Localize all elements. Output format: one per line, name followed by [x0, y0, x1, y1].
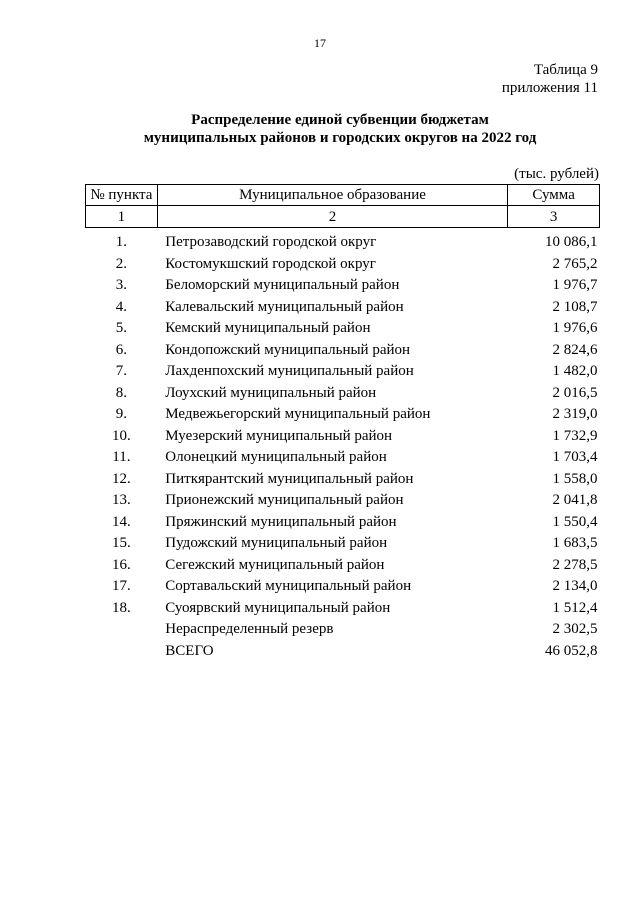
municipality-name: ВСЕГО: [165, 642, 214, 659]
row-number: [86, 619, 158, 641]
table-row: [86, 576, 600, 598]
table-row: [86, 275, 600, 297]
table-row: [86, 297, 600, 319]
amount-value: 1 683,5: [552, 535, 598, 551]
table-row: [86, 619, 600, 641]
table-header: [86, 185, 600, 228]
amount-value: 1 976,6: [552, 320, 598, 336]
table-row: [86, 404, 600, 426]
municipality-name: Суоярвский муниципальный район: [165, 599, 391, 616]
table-row: [86, 318, 600, 340]
table-reference: [502, 61, 598, 97]
row-number: 18.: [112, 599, 131, 616]
row-number: 5.: [115, 320, 128, 336]
page-number: 17: [314, 36, 326, 50]
municipality-name: Муезерский муниципальный район: [165, 427, 393, 444]
amount-value: 1 976,7: [552, 277, 598, 293]
row-number: 8.: [115, 384, 128, 401]
table-row: [86, 340, 600, 362]
row-number: 4.: [115, 298, 128, 315]
column-index: 1: [86, 206, 158, 228]
municipality-name: Пудожский муниципальный район: [165, 535, 388, 551]
header-municipality: Муниципальное образование: [157, 185, 507, 206]
amount-value: 2 302,5: [552, 621, 598, 637]
row-number: 13.: [112, 492, 131, 508]
amount-value: 2 278,5: [552, 556, 598, 573]
municipality-name: Калевальский муниципальный район: [165, 298, 404, 315]
row-number: 12.: [112, 470, 131, 487]
row-number: 9.: [115, 406, 128, 422]
table-row: [86, 254, 600, 276]
row-number: 2.: [115, 255, 128, 272]
municipality-name: Кондопожский муниципальный район: [165, 341, 411, 358]
row-number: 14.: [112, 513, 131, 530]
municipality-name: Олонецкий муниципальный район: [165, 449, 387, 465]
municipality-name: Сортавальский муниципальный район: [165, 578, 412, 594]
row-number: [86, 641, 158, 663]
amount-value: 2 134,0: [552, 578, 598, 594]
amount-value: 2 824,6: [552, 341, 598, 358]
table-row: [86, 447, 600, 469]
row-number: 16.: [112, 556, 131, 573]
table-row: [86, 533, 600, 555]
municipality-name: Костомукшский городской округ: [165, 255, 376, 272]
amount-value: 2 765,2: [552, 255, 598, 272]
document-title-line-2: муниципальных районов и городских округов на 2022 год: [143, 130, 537, 146]
amount-value: 2 319,0: [552, 406, 598, 422]
municipality-name: Прионежский муниципальный район: [165, 492, 404, 508]
row-number: 1.: [115, 234, 128, 250]
table-reference-line-2: приложения 11: [501, 80, 598, 96]
amount-value: 1 482,0: [552, 363, 598, 379]
municipality-name: Питкярантский муниципальный район: [165, 470, 414, 487]
header-row: [86, 185, 600, 206]
table-reference-line-1: Таблица 9: [533, 62, 598, 78]
municipality-name: Пряжинский муниципальный район: [165, 513, 397, 530]
row-number: 7.: [115, 363, 128, 379]
table-row: [86, 361, 600, 383]
row-number: 15.: [112, 535, 131, 551]
table-row: [86, 490, 600, 512]
header-amount: Сумма: [508, 185, 600, 206]
municipality-name: Петрозаводский городской округ: [165, 234, 377, 250]
row-number: 10.: [112, 427, 131, 444]
table-row: [86, 426, 600, 448]
amount-value: 1 558,0: [552, 470, 598, 487]
amount-value: 46 052,8: [545, 642, 598, 659]
table-row: [86, 555, 600, 577]
municipality-name: Лоухский муниципальный район: [165, 384, 377, 401]
header-item-number: № пункта: [86, 185, 158, 206]
amount-value: 1 703,4: [552, 449, 598, 465]
municipality-name: Нераспределенный резерв: [165, 621, 334, 637]
municipality-name: Лахденпохский муниципальный район: [165, 363, 414, 379]
document-title: [0, 111, 640, 147]
column-index-row: [86, 206, 600, 228]
subvention-table: [85, 184, 600, 662]
column-index: 2: [157, 206, 507, 228]
table-row: [86, 469, 600, 491]
units-label: (тыс. рублей): [514, 166, 599, 182]
row-number: 11.: [112, 449, 131, 465]
table-row: [86, 641, 600, 663]
municipality-name: Медвежьегорский муниципальный район: [165, 406, 431, 422]
document-title-line-1: Распределение единой субвенции бюджетам: [191, 112, 489, 128]
municipality-name: Сегежский муниципальный район: [165, 556, 385, 573]
table-row: [86, 598, 600, 620]
row-number: 17.: [112, 578, 131, 594]
amount-value: 2 016,5: [552, 384, 598, 401]
table-row: [86, 228, 600, 254]
amount-value: 2 041,8: [552, 492, 598, 508]
amount-value: 1 512,4: [552, 599, 598, 616]
row-number: 6.: [115, 341, 128, 358]
amount-value: 1 550,4: [552, 513, 598, 530]
table-body: [86, 228, 600, 663]
table-row: [86, 512, 600, 534]
municipality-name: Кемский муниципальный район: [165, 320, 371, 336]
table-row: [86, 383, 600, 405]
amount-value: 2 108,7: [552, 298, 598, 315]
municipality-name: Беломорский муниципальный район: [165, 277, 400, 293]
amount-value: 10 086,1: [545, 234, 598, 250]
column-index: 3: [508, 206, 600, 228]
amount-value: 1 732,9: [552, 427, 598, 444]
row-number: 3.: [115, 277, 128, 293]
